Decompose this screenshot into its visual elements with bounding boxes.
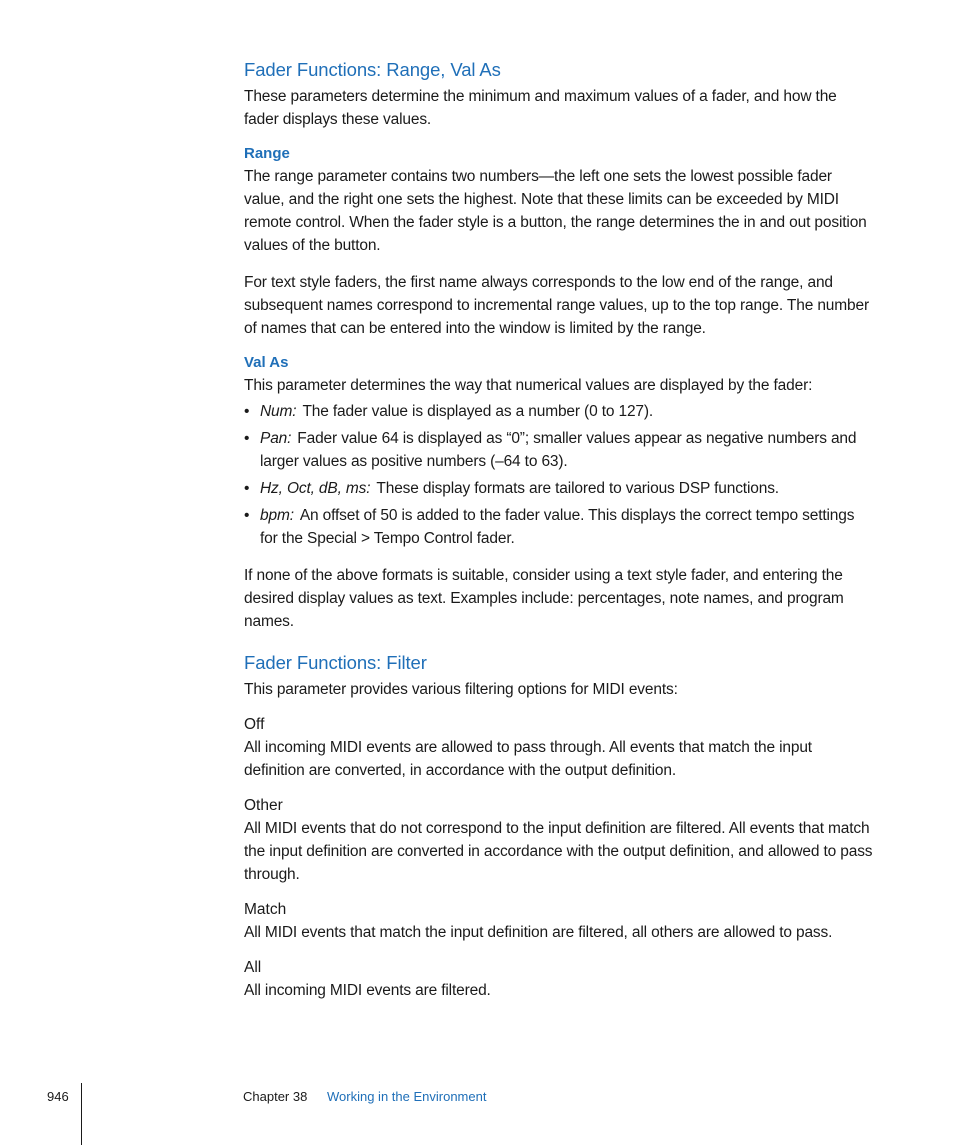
format-term: Hz, Oct, dB, ms: bbox=[260, 480, 371, 497]
bullet-icon: • bbox=[244, 507, 250, 524]
list-item bbox=[244, 477, 874, 500]
page-content bbox=[244, 58, 874, 1002]
list-item bbox=[244, 400, 874, 423]
off-description: All incoming MIDI events are allowed to pass through. All events that match the input definition are converted, in accordance with the output definition. bbox=[244, 739, 812, 779]
section-intro: These parameters determine the minimum and maximum values of a fader, and how the fader displays these values. bbox=[244, 88, 837, 128]
match-description: All MIDI events that match the input definition are filtered, all others are allowed to pass. bbox=[244, 924, 833, 941]
subheading-all: All bbox=[244, 959, 262, 976]
list-item bbox=[244, 504, 874, 550]
format-term: Num: bbox=[260, 403, 297, 420]
subheading-match: Match bbox=[244, 901, 287, 918]
section-heading-filter: Fader Functions: Filter bbox=[244, 652, 427, 673]
subheading-range: Range bbox=[244, 145, 290, 162]
range-paragraph-2: For text style faders, the first name always corresponds to the low end of the range, and subsequent names correspond to incremental range values, up to the top range. The number of names that can be entered into the window is limited by the range. bbox=[244, 274, 869, 337]
chapter-label: Chapter 38 bbox=[243, 1089, 308, 1104]
footer-divider bbox=[81, 1083, 82, 1145]
format-description: Fader value 64 is displayed as “0”; smaller values appear as negative numbers and larger values as positive numbers (–64 to 63). bbox=[260, 430, 857, 470]
bullet-icon: • bbox=[244, 480, 250, 497]
format-description: The fader value is displayed as a number (0 to 127). bbox=[302, 403, 654, 420]
page-footer bbox=[0, 1083, 954, 1145]
subheading-off: Off bbox=[244, 716, 265, 733]
valas-format-list bbox=[244, 400, 874, 550]
subheading-other: Other bbox=[244, 797, 283, 814]
range-paragraph-1: The range parameter contains two numbers—the left one sets the lowest possible fader value, and the right one sets the highest. Note that these limits can be exceeded by MIDI remote control. When the fader style is a button, the range determines the in and out position values of the button. bbox=[244, 168, 867, 254]
subheading-valas: Val As bbox=[244, 354, 289, 371]
list-item bbox=[244, 427, 874, 473]
other-description: All MIDI events that do not correspond to the input definition are filtered. All events that match the input definition are converted in accordance with the output definition, and allowed to pass through. bbox=[244, 820, 873, 883]
filter-intro: This parameter provides various filtering options for MIDI events: bbox=[244, 681, 678, 698]
bullet-icon: • bbox=[244, 430, 250, 447]
valas-intro: This parameter determines the way that numerical values are displayed by the fader: bbox=[244, 377, 813, 394]
section-heading-range-valas: Fader Functions: Range, Val As bbox=[244, 59, 501, 80]
section-filter bbox=[244, 651, 874, 1002]
format-description: An offset of 50 is added to the fader value. This displays the correct tempo settings for the Special > Tempo Control fader. bbox=[260, 507, 855, 547]
format-term: bpm: bbox=[260, 507, 294, 524]
bullet-icon: • bbox=[244, 403, 250, 420]
page-number: 946 bbox=[47, 1089, 69, 1104]
chapter-title-link[interactable]: Working in the Environment bbox=[327, 1089, 487, 1104]
all-description: All incoming MIDI events are filtered. bbox=[244, 982, 491, 999]
format-term: Pan: bbox=[260, 430, 292, 447]
format-description: These display formats are tailored to various DSP functions. bbox=[376, 480, 779, 497]
valas-outro: If none of the above formats is suitable, consider using a text style fader, and entering the desired display values as text. Examples include: percentages, note names, and program names. bbox=[244, 567, 844, 630]
